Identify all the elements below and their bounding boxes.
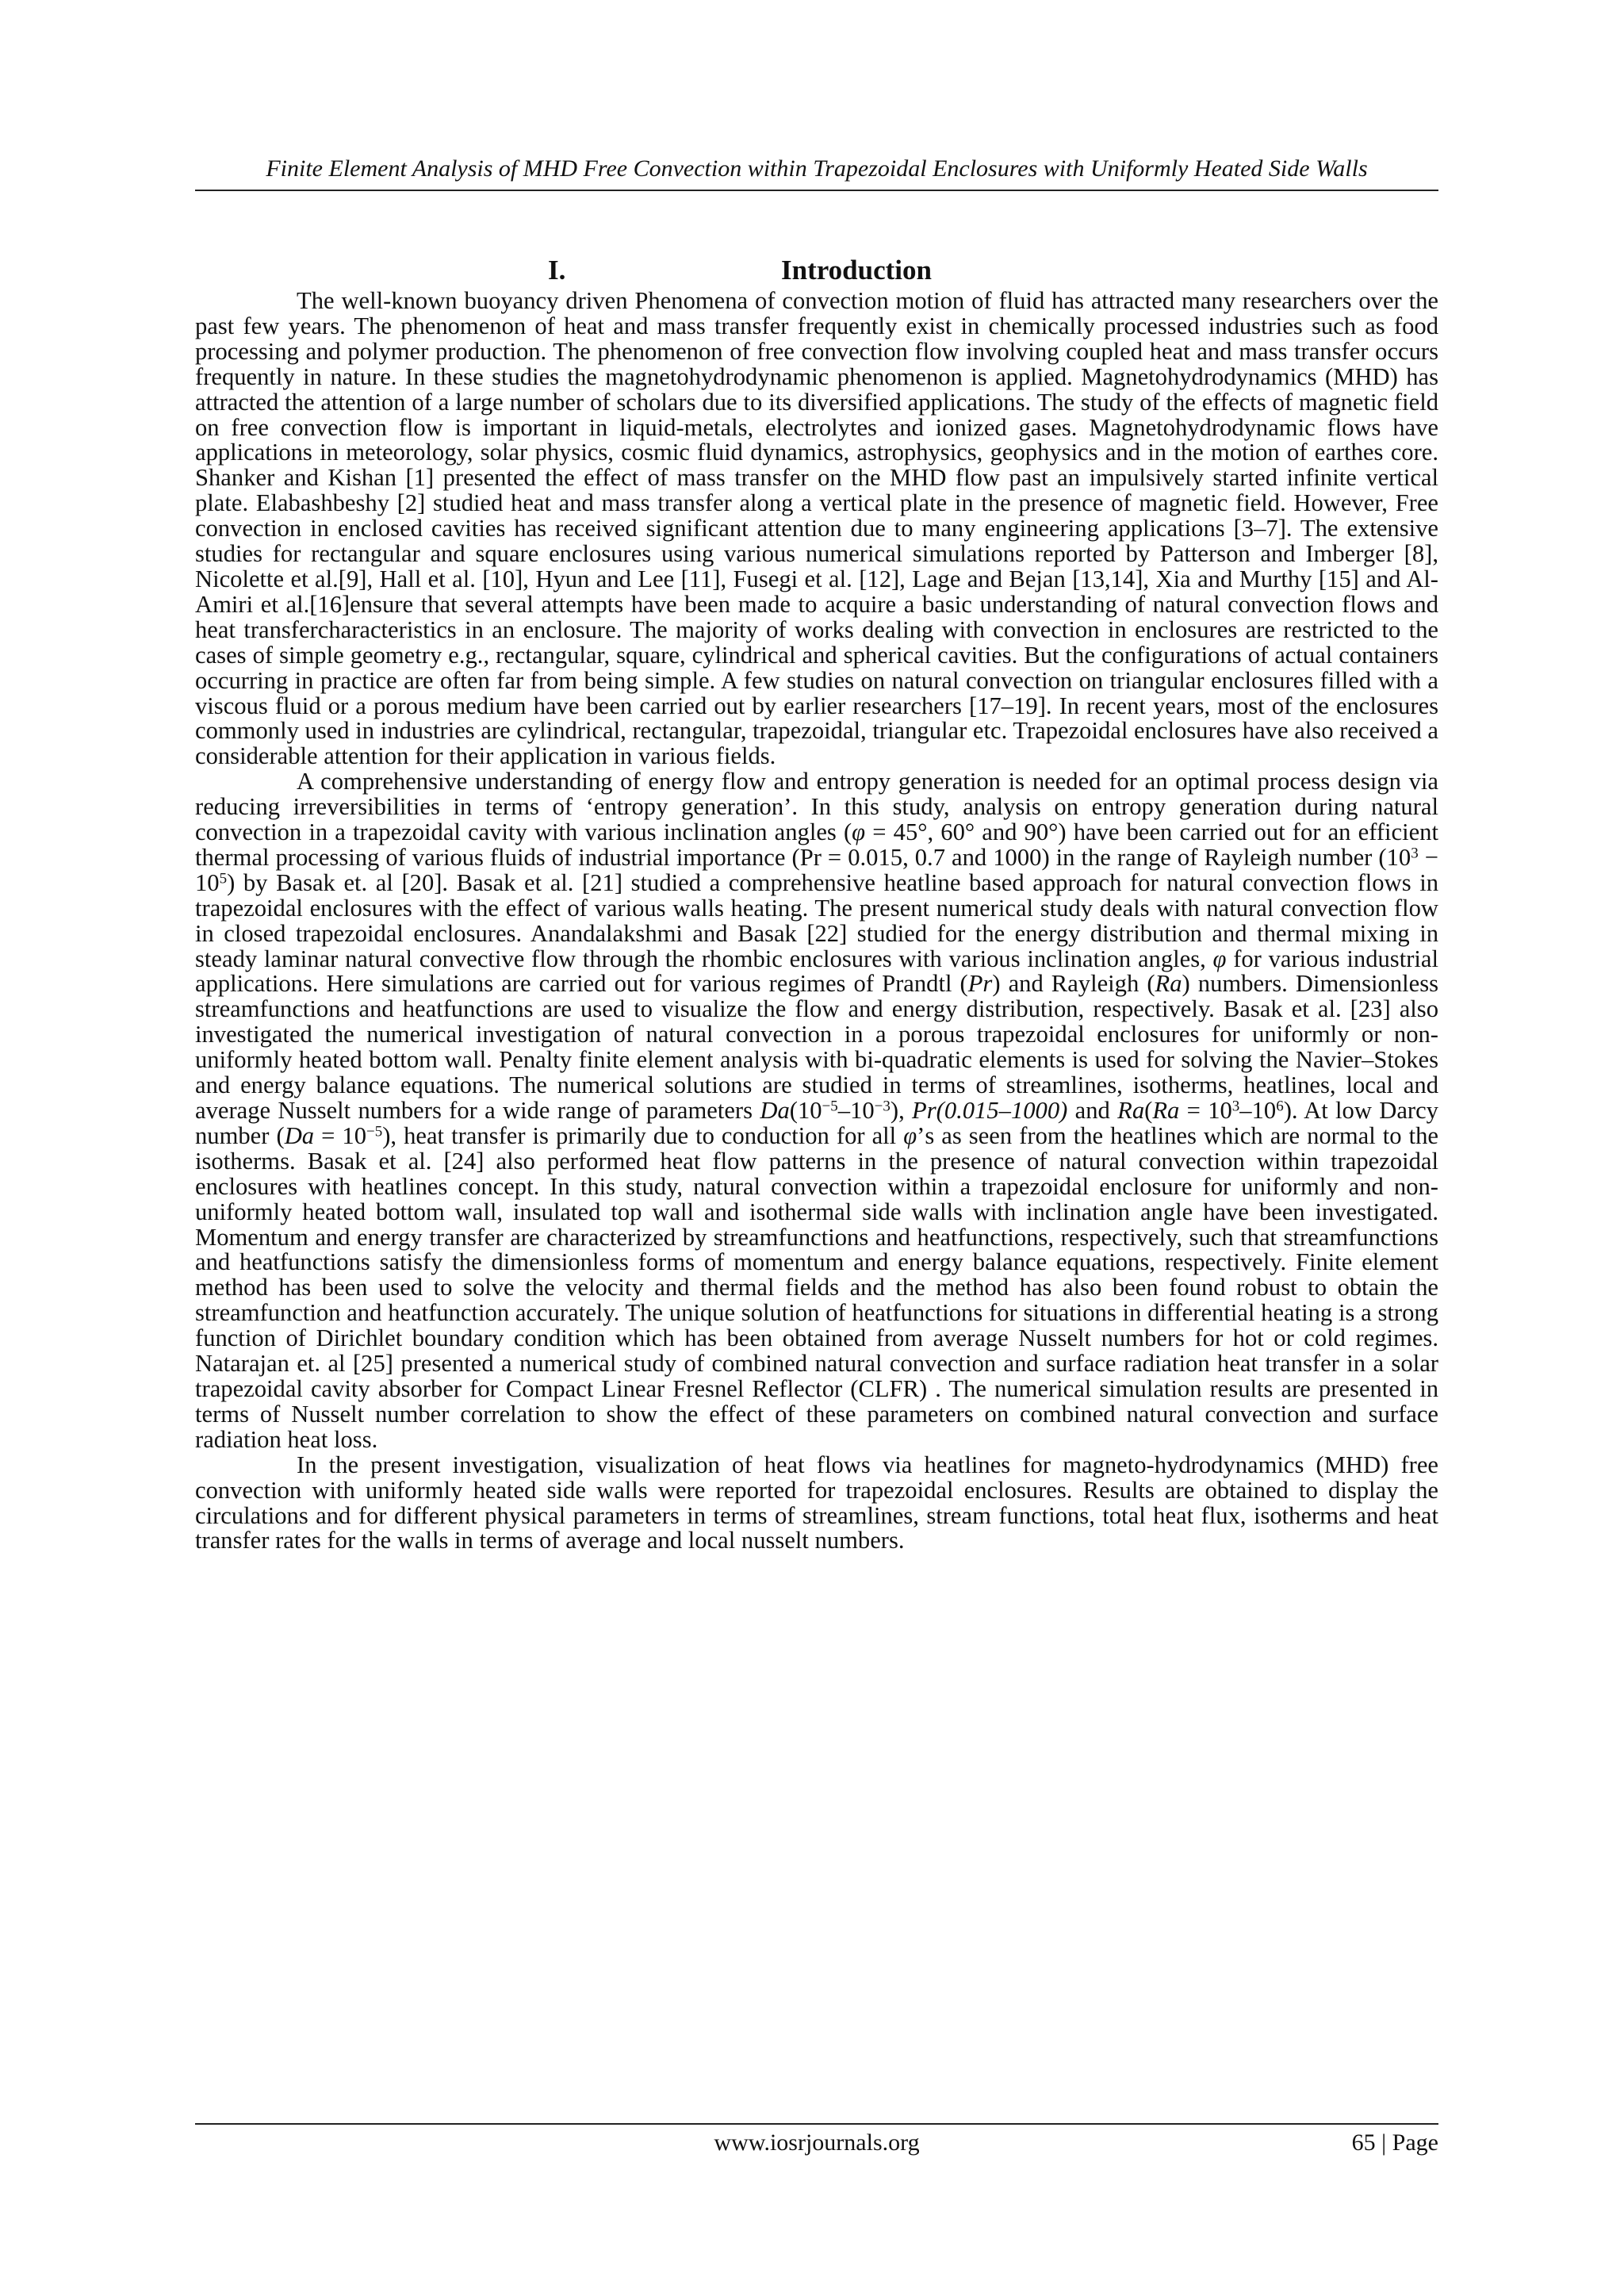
- superscript: 3: [1231, 1098, 1240, 1115]
- footer-divider: [195, 2123, 1438, 2125]
- text-run: ). At low Darcy number (: [195, 1097, 1438, 1149]
- superscript: 5: [219, 870, 228, 887]
- header-divider: [195, 190, 1438, 191]
- superscript: −5: [822, 1098, 838, 1115]
- text-run: and: [1067, 1097, 1118, 1124]
- text-run: for various industrial applications. Here simulations are carried out for various regimes of Prandtl (: [195, 945, 1438, 998]
- text-run: ), heat transfer is primarily due to conduction for all: [382, 1121, 904, 1149]
- text-run: (: [1144, 1097, 1153, 1124]
- page-number: 65 | Page: [1351, 2129, 1438, 2156]
- text-run: –10: [1239, 1097, 1277, 1124]
- text-run: ),: [890, 1097, 913, 1124]
- text-run: ) numbers. Dimensionless streamfunctions and heatfunctions are used to visualize the flow and energy distribution, respectively. Basak et al. [23] also investigated the numerical investigation of natural convection in a porous trapezoidal enclosures for uniformly or non-uniformly heated bottom wall. Penalty finite element analysis with bi-quadratic elements is used for solving the Navier–Stokes and energy balance equations. The numerical solutions are studied in terms of streamlines, isotherms, heatlines, local and average Nusselt numbers for a wide range of parameters: [195, 970, 1439, 1124]
- paragraph-3: In the present investigation, visualization of heat flows via heatlines for magneto-hydrodynamics (MHD) free convection with uniformly heated side walls were reported for trapezoidal enclosures. Results are obtained to display the circulations and for different physical parameters in terms of streamlines, stream functions, total heat flux, isotherms and heat transfer rates for the walls in terms of average and local nusselt numbers.: [195, 1451, 1438, 1554]
- superscript: −3: [874, 1098, 891, 1115]
- text-run: − 10: [195, 843, 1438, 896]
- text-run: ) by Basak et. al [20]. Basak et al. [21] studied a comprehensive heatline based approach for natural convection flows in trapezoidal enclosures with the effect of various walls heating. The present numerical study deals with natural convection flow in closed trapezoidal enclosures. Anandalakshmi and Basak [22] studied for the energy distribution and thermal mixing in steady laminar natural convective flow through the rhombic enclosures with various inclination angles,: [195, 868, 1438, 972]
- text-run: = 10: [314, 1121, 367, 1149]
- superscript: 3: [1411, 845, 1419, 862]
- text-run: ’s as seen from the heatlines which are normal to the isotherms. Basak et al. [24] also performed heat flow patterns in the presence of natural convection within trapezoidal enclosures with heatlines concept. In this study, natural convection within a trapezoidal enclosure for uniformly and non-uniformly heated bottom wall, insulated top wall and isothermal side walls with inclination angle have been investigated. Momentum and energy transfer are characterized by streamfunctions and heatfunctions, respectively, such that streamfunctions and heatfunctions satisfy the dimensionless forms of momentum and energy balance equations, respectively. Finite element method has been used to solve the velocity and thermal fields and the method has also been found robust to obtain the streamfunction and heatfunction accurately. The unique solution of heatfunctions for situations in differential heating is a strong function of Dirichlet boundary condition which has been obtained from average Nusselt numbers for hot or cold regimes. Natarajan et. al [25] presented a numerical study of combined natural convection and surface radiation heat transfer in a solar trapezoidal cavity absorber for Compact Linear Fresnel Reflector (CLFR) . The numerical simulation results are presented in terms of Nusselt number correlation to show the effect of these parameters on combined natural convection and surface radiation heat loss.: [195, 1121, 1438, 1453]
- prandtl-range: Pr(0.015–1000): [912, 1097, 1068, 1124]
- darcy-symbol: Da: [284, 1121, 315, 1149]
- body-text: [195, 289, 1438, 1554]
- footer-url[interactable]: www.iosrjournals.org: [714, 2129, 920, 2156]
- text-run: ) and Rayleigh (: [992, 970, 1155, 998]
- superscript: 6: [1276, 1098, 1284, 1115]
- phi-symbol: φ: [852, 818, 866, 846]
- text-run: = 45°, 60° and 90°) have been carried out for an efficient thermal processing of various fluids of industrial importance (Pr = 0.015, 0.7 and 1000) in the range of Rayleigh number (10: [195, 818, 1438, 871]
- text-run: –10: [837, 1097, 875, 1124]
- running-header: Finite Element Analysis of MHD Free Convection within Trapezoidal Enclosures with Uniformly Heated Side Walls: [266, 155, 1368, 182]
- paragraph-2: [195, 769, 1438, 1452]
- text-run: A comprehensive understanding of energy flow and entropy generation is needed for an optimal process design via reducing irreversibilities in terms of ‘entropy generation’. In this study, analysis on entropy generation during natural convection in a trapezoidal cavity with various inclination angles (: [195, 768, 1438, 846]
- text-run: (10: [789, 1097, 822, 1124]
- darcy-symbol: Da: [760, 1097, 790, 1124]
- rayleigh-symbol: Ra: [1152, 1097, 1180, 1124]
- section-number: I.: [548, 255, 566, 286]
- phi-symbol: φ: [903, 1121, 917, 1149]
- text-run: = 10: [1179, 1097, 1232, 1124]
- phi-symbol: φ: [1212, 945, 1227, 972]
- superscript: −5: [366, 1123, 383, 1140]
- paragraph-1: The well-known buoyancy driven Phenomena of convection motion of fluid has attracted many researchers over the past few years. The phenomenon of heat and mass transfer frequently exist in chemically processed industries such as food processing and polymer production. The phenomenon of free convection flow involving coupled heat and mass transfer occurs frequently in nature. In these studies the magnetohydrodynamic phenomenon is applied. Magnetohydrodynamics (MHD) has attracted the attention of a large number of scholars due to its diversified applications. The study of the effects of magnetic field on free convection flow is important in liquid-metals, electrolytes and ionized gases. Magnetohydrodynamic flows have applications in meteorology, solar physics, cosmic fluid dynamics, astrophysics, geophysics and in the motion of earthes core. Shanker and Kishan [1] presented the effect of mass transfer on the MHD flow past an impulsively started infinite vertical plate. Elabashbeshy [2] studied heat and mass transfer along a vertical plate in the presence of magnetic field. However, Free convection in enclosed cavities has received significant attention due to many engineering applications [3–7]. The extensive studies for rectangular and square enclosures using various numerical simulations reported by Patterson and Imberger [8], Nicolette et al.[9], Hall et al. [10], Hyun and Lee [11], Fusegi et al. [12], Lage and Bejan [13,14], Xia and Murthy [15] and Al-Amiri et al.[16]ensure that several attempts have been made to acquire a basic understanding of natural convection flows and heat transfercharacteristics in an enclosure. The majority of works dealing with convection in enclosures are restricted to the cases of simple geometry e.g., rectangular, square, cylindrical and spherical cavities. But the configurations of actual containers occurring in practice are often far from being simple. A few studies on natural convection on triangular enclosures filled with a viscous fluid or a porous medium have been carried out by earlier researchers [17–19]. In recent years, most of the enclosures commonly used in industries are cylindrical, rectangular, trapezoidal, triangular etc. Trapezoidal enclosures have also received a considerable attention for their application in various fields.: [195, 287, 1438, 770]
- section-title: Introduction: [781, 255, 932, 286]
- rayleigh-symbol: Ra: [1155, 970, 1182, 998]
- rayleigh-symbol: Ra: [1117, 1097, 1145, 1124]
- prandtl-symbol: Pr: [967, 970, 993, 998]
